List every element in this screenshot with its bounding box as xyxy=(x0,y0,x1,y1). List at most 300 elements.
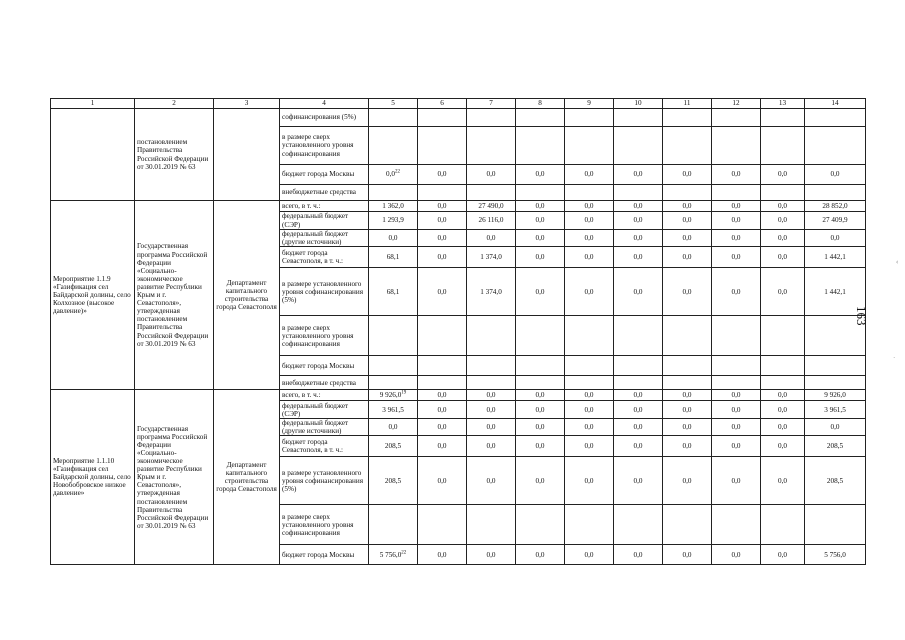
source-cell: в размере сверх установленного уровня софинансирования xyxy=(280,127,369,165)
value-cell xyxy=(805,419,866,436)
value-cell xyxy=(369,419,418,436)
value-cell xyxy=(614,545,663,565)
value-cell xyxy=(805,390,866,401)
value-cell xyxy=(565,545,614,565)
value-cell xyxy=(565,201,614,212)
value-text: 0,0 xyxy=(682,170,692,179)
column-header: 13 xyxy=(761,99,805,109)
value-text: 0,0 xyxy=(731,405,741,414)
value-cell xyxy=(712,212,761,230)
value-cell xyxy=(369,356,418,376)
footnote-mark: 19 xyxy=(401,390,407,396)
value-cell xyxy=(467,356,516,376)
value-cell xyxy=(418,419,467,436)
value-text: 0,0 xyxy=(778,216,787,225)
column-header: 2 xyxy=(135,99,214,109)
source-cell: бюджет города Москвы xyxy=(280,165,369,185)
value-text: 0,0 xyxy=(535,216,545,225)
value-cell xyxy=(805,230,866,247)
value-text: 27 409,9 xyxy=(822,216,848,225)
value-cell xyxy=(516,436,565,457)
value-cell xyxy=(467,165,516,185)
value-text: 0,0 xyxy=(486,391,496,400)
source-cell: федеральный бюджет (другие источники) xyxy=(280,230,369,247)
value-text: 0,0 xyxy=(437,287,447,296)
value-text: 0,0 xyxy=(778,201,787,210)
value-text: 0,0 xyxy=(682,287,692,296)
value-text: 0,0 xyxy=(584,442,594,451)
value-text: 0,0 xyxy=(535,423,545,432)
value-cell xyxy=(761,401,805,419)
value-cell xyxy=(565,505,614,545)
column-header: 8 xyxy=(516,99,565,109)
table-row xyxy=(51,390,866,401)
value-cell xyxy=(418,376,467,390)
value-cell xyxy=(467,545,516,565)
value-cell xyxy=(467,390,516,401)
column-header: 14 xyxy=(805,99,866,109)
value-cell xyxy=(761,390,805,401)
value-cell xyxy=(614,165,663,185)
value-cell xyxy=(663,127,712,165)
value-text: 0,0 xyxy=(731,201,741,210)
value-cell xyxy=(369,247,418,268)
source-cell: бюджет города Севастополя, в т. ч.: xyxy=(280,436,369,457)
value-cell xyxy=(418,247,467,268)
executor-cell xyxy=(214,109,280,201)
value-cell xyxy=(663,390,712,401)
value-text: 0,0 xyxy=(584,216,594,225)
value-text: 0,0 xyxy=(778,442,787,451)
value-cell xyxy=(712,401,761,419)
value-cell xyxy=(418,436,467,457)
event-cell xyxy=(51,109,135,201)
source-cell: софинансирования (5%) xyxy=(280,109,369,127)
value-text: 0,0 xyxy=(682,550,692,559)
value-text: 0,0 xyxy=(633,170,643,179)
value-text: 0,0 xyxy=(584,391,594,400)
value-cell xyxy=(516,127,565,165)
value-text: 0,0 xyxy=(535,287,545,296)
value-cell xyxy=(467,268,516,316)
value-cell xyxy=(467,419,516,436)
value-cell xyxy=(614,201,663,212)
value-cell xyxy=(467,212,516,230)
table-row xyxy=(51,201,866,212)
value-text: 0,0 xyxy=(437,391,447,400)
value-cell xyxy=(516,356,565,376)
value-cell xyxy=(565,230,614,247)
value-text: 0,0 xyxy=(437,201,447,210)
value-text: 0,0 xyxy=(731,476,741,485)
value-cell xyxy=(614,505,663,545)
source-cell: в размере сверх установленного уровня софинансирования xyxy=(280,316,369,356)
value-cell xyxy=(369,185,418,201)
value-text: 27 490,0 xyxy=(478,201,504,210)
value-cell xyxy=(663,376,712,390)
value-text: 0,0 xyxy=(731,442,741,451)
source-cell: бюджет города Москвы xyxy=(280,356,369,376)
column-header: 7 xyxy=(467,99,516,109)
source-cell: внебюджетные средства xyxy=(280,185,369,201)
value-cell xyxy=(761,268,805,316)
value-text: 0,0 xyxy=(682,476,692,485)
value-cell xyxy=(565,185,614,201)
value-text: 3 961,5 xyxy=(824,405,846,414)
value-cell xyxy=(565,436,614,457)
value-cell xyxy=(761,457,805,505)
source-cell: внебюджетные средства xyxy=(280,376,369,390)
value-cell xyxy=(712,419,761,436)
value-cell xyxy=(418,165,467,185)
value-cell xyxy=(712,545,761,565)
value-text: 0,0 xyxy=(731,550,741,559)
value-cell xyxy=(712,457,761,505)
value-text: 0,0 xyxy=(535,550,545,559)
value-cell xyxy=(761,545,805,565)
column-header: 1 xyxy=(51,99,135,109)
value-text: 0,0 xyxy=(778,405,787,414)
value-cell xyxy=(805,505,866,545)
column-header: 12 xyxy=(712,99,761,109)
value-cell xyxy=(614,436,663,457)
page-number: 163 xyxy=(854,306,869,326)
value-cell xyxy=(712,230,761,247)
source-cell: бюджет города Москвы xyxy=(280,545,369,565)
value-cell xyxy=(663,230,712,247)
value-cell xyxy=(565,109,614,127)
value-text: 0,0 xyxy=(633,234,643,243)
value-cell xyxy=(663,401,712,419)
value-text: 0,0 xyxy=(584,201,594,210)
value-cell xyxy=(565,401,614,419)
executor-cell: Департамент капитального строительства города Севастополя xyxy=(214,390,280,565)
value-text: 0,0 xyxy=(584,423,594,432)
value-text: 0,0 xyxy=(437,476,447,485)
value-cell xyxy=(614,230,663,247)
column-header: 9 xyxy=(565,99,614,109)
value-cell xyxy=(467,505,516,545)
value-cell xyxy=(565,127,614,165)
value-cell xyxy=(663,185,712,201)
value-text: 0,0 xyxy=(535,234,545,243)
value-cell xyxy=(614,185,663,201)
column-header: 5 xyxy=(369,99,418,109)
value-cell xyxy=(663,109,712,127)
value-cell xyxy=(418,457,467,505)
margin-mark: ‹ xyxy=(896,258,899,266)
value-cell xyxy=(712,165,761,185)
value-text: 1 442,1 xyxy=(824,287,846,296)
value-cell xyxy=(712,316,761,356)
value-cell xyxy=(761,376,805,390)
value-text: 0,0 xyxy=(633,287,643,296)
value-cell xyxy=(516,230,565,247)
value-text: 0,0 xyxy=(682,201,692,210)
value-cell xyxy=(805,247,866,268)
value-text: 0,0 xyxy=(682,234,692,243)
value-cell xyxy=(565,316,614,356)
value-text: 9 926,0 xyxy=(824,391,846,400)
value-cell xyxy=(418,316,467,356)
value-cell xyxy=(663,165,712,185)
value-cell xyxy=(565,247,614,268)
value-cell xyxy=(663,457,712,505)
program-cell: Государственная программа Российской Федерации «Социально-экономическое развитие Республики Крым и г. Севастополя», утвержденная постановлением Правительства Российской Федерации от 30.01.2019 № 63 xyxy=(135,390,214,565)
value-cell xyxy=(712,436,761,457)
value-text: 0,0 xyxy=(731,391,741,400)
value-cell xyxy=(369,230,418,247)
value-text: 0,0 xyxy=(633,442,643,451)
value-cell xyxy=(614,376,663,390)
value-text: 0,0 xyxy=(486,234,496,243)
source-cell: в размере сверх установленного уровня софинансирования xyxy=(280,505,369,545)
value-cell xyxy=(805,356,866,376)
value-text: 0,0 xyxy=(633,216,643,225)
value-text: 0,0 xyxy=(682,423,692,432)
value-cell xyxy=(712,390,761,401)
value-text: 208,5 xyxy=(826,476,844,485)
source-cell: бюджет города Севастополя, в т. ч.: xyxy=(280,247,369,268)
value-cell xyxy=(418,127,467,165)
value-cell xyxy=(663,247,712,268)
value-text: 1 442,1 xyxy=(824,253,846,262)
value-cell xyxy=(805,109,866,127)
value-text: 0,0 xyxy=(633,405,643,414)
value-cell xyxy=(369,390,418,401)
value-cell xyxy=(761,127,805,165)
value-cell xyxy=(663,545,712,565)
value-cell xyxy=(805,436,866,457)
value-text: 0,0 xyxy=(437,234,447,243)
value-cell xyxy=(805,212,866,230)
value-text: 1 362,0 xyxy=(382,201,404,210)
value-text: 1 374,0 xyxy=(480,253,502,262)
value-cell xyxy=(369,268,418,316)
value-cell xyxy=(712,247,761,268)
value-text: 0,0 xyxy=(682,216,692,225)
value-text: 0,0 xyxy=(731,253,741,262)
value-text: 0,0 xyxy=(633,476,643,485)
table-body xyxy=(51,99,866,565)
value-text: 0,0 xyxy=(437,170,447,179)
value-cell xyxy=(663,201,712,212)
value-cell xyxy=(712,376,761,390)
value-cell xyxy=(565,419,614,436)
value-cell xyxy=(761,247,805,268)
value-text: 0,0 xyxy=(830,170,840,179)
value-text: 0,0 xyxy=(388,234,398,243)
value-text: 0,0 xyxy=(486,423,496,432)
value-cell xyxy=(614,401,663,419)
value-cell xyxy=(614,356,663,376)
value-text: 0,0 xyxy=(778,287,787,296)
value-text: 0,0 xyxy=(682,405,692,414)
value-cell xyxy=(418,268,467,316)
value-text: 0,0 xyxy=(731,287,741,296)
column-header: 11 xyxy=(663,99,712,109)
column-header: 10 xyxy=(614,99,663,109)
value-text: 0,0 xyxy=(778,391,787,400)
value-text: 0,0 xyxy=(584,405,594,414)
value-cell xyxy=(418,545,467,565)
value-text: 0,0 xyxy=(486,476,496,485)
value-cell xyxy=(614,109,663,127)
value-cell xyxy=(565,212,614,230)
value-cell xyxy=(369,165,418,185)
value-cell xyxy=(712,185,761,201)
value-cell xyxy=(516,401,565,419)
value-cell xyxy=(663,505,712,545)
value-cell xyxy=(467,127,516,165)
value-cell xyxy=(467,316,516,356)
value-cell xyxy=(614,212,663,230)
value-cell xyxy=(369,212,418,230)
value-cell xyxy=(516,212,565,230)
value-text: 0,0 xyxy=(633,253,643,262)
value-text: 208,5 xyxy=(384,442,402,451)
value-cell xyxy=(369,109,418,127)
value-cell xyxy=(467,230,516,247)
value-text: 0,0 xyxy=(778,476,787,485)
value-text: 0,0 xyxy=(535,391,545,400)
value-cell xyxy=(369,316,418,356)
value-cell xyxy=(516,545,565,565)
value-text: 0,0 xyxy=(584,476,594,485)
program-cell: постановлением Правительства Российской Федерации от 30.01.2019 № 63 xyxy=(135,109,214,201)
value-text: 0,0 xyxy=(486,405,496,414)
value-cell xyxy=(712,201,761,212)
value-cell xyxy=(418,356,467,376)
column-header: 4 xyxy=(280,99,369,109)
value-text: 0,0 xyxy=(486,170,496,179)
value-text: 0,0 xyxy=(778,423,787,432)
header-row xyxy=(51,99,866,109)
value-text: 0,0 xyxy=(633,550,643,559)
executor-cell: Департамент капитального строительства города Севастополя xyxy=(214,201,280,390)
value-text: 9 926,0 xyxy=(379,391,402,400)
value-cell xyxy=(565,376,614,390)
value-text: 0,0 xyxy=(584,253,594,262)
value-text: 0,0 xyxy=(830,423,840,432)
value-cell xyxy=(761,212,805,230)
value-text: 0,0 xyxy=(633,423,643,432)
value-cell xyxy=(614,127,663,165)
value-text: 0,0 xyxy=(633,391,643,400)
value-text: 1 293,9 xyxy=(382,216,404,225)
value-text: 0,0 xyxy=(535,170,545,179)
value-cell xyxy=(467,457,516,505)
source-cell: федеральный бюджет (СЭР) xyxy=(280,401,369,419)
value-cell xyxy=(712,268,761,316)
value-text: 0,0 xyxy=(535,442,545,451)
program-cell: Государственная программа Российской Федерации «Социально-экономическое развитие Республики Крым и г. Севастополя», утвержденная постановлением Правительства Российской Федерации от 30.01.2019 № 63 xyxy=(135,201,214,390)
footnote-mark: 22 xyxy=(394,170,400,176)
value-cell xyxy=(614,390,663,401)
table-row xyxy=(51,109,866,127)
value-cell xyxy=(418,201,467,212)
value-cell xyxy=(805,545,866,565)
value-text: 0,0 xyxy=(386,170,395,179)
value-text: 0,0 xyxy=(731,423,741,432)
value-text: 0,0 xyxy=(682,253,692,262)
value-text: 0,0 xyxy=(535,201,545,210)
value-cell xyxy=(663,212,712,230)
column-header: 3 xyxy=(214,99,280,109)
value-cell xyxy=(369,127,418,165)
value-cell xyxy=(761,230,805,247)
value-cell xyxy=(516,390,565,401)
value-cell xyxy=(614,316,663,356)
value-cell xyxy=(516,165,565,185)
footnote-mark: 22 xyxy=(401,550,407,556)
value-text: 0,0 xyxy=(437,216,447,225)
event-cell: Мероприятие 1.1.9 «Газификация сел Байдарской долины, село Колхозное (высокое давление)» xyxy=(51,201,135,390)
value-cell xyxy=(761,316,805,356)
value-text: 0,0 xyxy=(778,550,787,559)
value-text: 68,1 xyxy=(386,253,400,262)
source-cell: всего, в т. ч.: xyxy=(280,390,369,401)
value-cell xyxy=(516,505,565,545)
value-text: 0,0 xyxy=(584,550,594,559)
value-cell xyxy=(712,505,761,545)
value-text: 0,0 xyxy=(682,442,692,451)
value-text: 0,0 xyxy=(535,405,545,414)
value-cell xyxy=(663,436,712,457)
value-text: 0,0 xyxy=(486,442,496,451)
value-cell xyxy=(712,127,761,165)
value-cell xyxy=(761,505,805,545)
value-cell xyxy=(761,419,805,436)
value-text: 0,0 xyxy=(682,391,692,400)
value-cell xyxy=(467,201,516,212)
value-cell xyxy=(467,376,516,390)
value-text: 0,0 xyxy=(584,234,594,243)
value-text: 0,0 xyxy=(830,234,840,243)
value-cell xyxy=(712,109,761,127)
value-cell xyxy=(663,356,712,376)
value-text: 0,0 xyxy=(535,253,545,262)
value-cell xyxy=(712,356,761,376)
value-text: 28 852,0 xyxy=(822,201,848,210)
value-cell xyxy=(369,505,418,545)
value-cell xyxy=(467,109,516,127)
value-text: 208,5 xyxy=(384,476,402,485)
value-cell xyxy=(369,401,418,419)
value-cell xyxy=(565,356,614,376)
value-cell xyxy=(418,505,467,545)
value-text: 0,0 xyxy=(486,550,496,559)
value-cell xyxy=(516,316,565,356)
value-cell xyxy=(663,316,712,356)
value-text: 0,0 xyxy=(437,550,447,559)
value-text: 0,0 xyxy=(437,423,447,432)
value-text: 68,1 xyxy=(386,287,400,296)
value-text: 0,0 xyxy=(778,253,787,262)
value-cell xyxy=(369,436,418,457)
value-cell xyxy=(418,109,467,127)
value-text: 0,0 xyxy=(778,234,787,243)
value-cell xyxy=(418,185,467,201)
value-cell xyxy=(418,212,467,230)
budget-table xyxy=(50,98,866,565)
value-cell xyxy=(761,165,805,185)
value-cell xyxy=(369,201,418,212)
value-cell xyxy=(565,268,614,316)
value-cell xyxy=(761,201,805,212)
value-cell xyxy=(418,230,467,247)
value-text: 0,0 xyxy=(437,253,447,262)
